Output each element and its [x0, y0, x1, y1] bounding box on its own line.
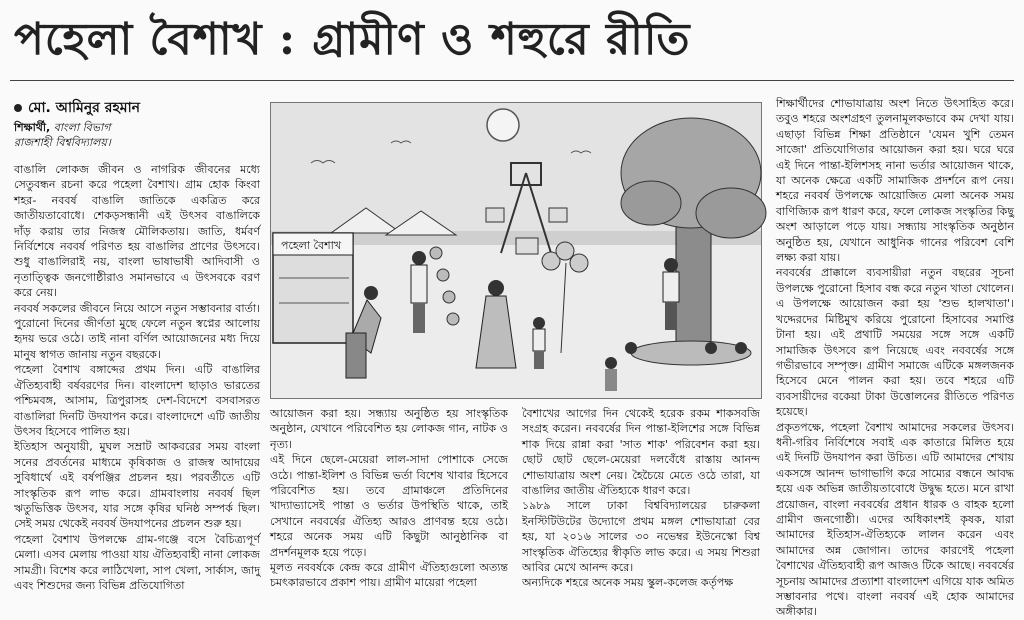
paragraph: নববর্ষের প্রাক্কালে ব্যবসায়ীরা নতুন বছরের সূচনা উপলক্ষে পুরোনো হিসাব বন্ধ করে নতুন খাতা খোলেন। এ উপলক্ষে আয়োজন করা হয় 'শুভ হালখাতা'। খদ্দেরদের মিষ্টিমুখ করিয়ে পুরোনো হিসাবের সমাপ্তি টানা হয়। এই প্রথাটি সময়ের সঙ্গে সঙ্গে একটি সামাজিক উৎসবে রূপ নিয়েছে এবং নববর্ষের সঙ্গে গভীরভাবে সম্পৃক্ত। গ্রামীণ সমাজে এটিকে মঙ্গলজনক হিসেবে মেনে পালন করা হয়। তবে শহরে এটি ব্যবসায়ীদের বকেয়া টাকা উত্তোলনের রীতিতে পরিণত হয়েছে।	[776, 266, 1014, 419]
article-column-2	[270, 406, 508, 590]
paragraph: পহেলা বৈশাখ বঙ্গাব্দের প্রথম দিন। এটি বাঙালির ঐতিহ্যবাহী বর্ষবরণের দিন। বাংলাদেশ ছাড়াও ভারতের পশ্চিমবঙ্গ, আসাম, ত্রিপুরাসহ দেশ-বিদেশে বসবাসরত বাঙালিরা দিনটি উদযাপন করে। বাংলাদেশে এটি জাতীয় উৎসব হিসেবে পালিত হয়।	[14, 363, 260, 438]
paragraph: অন্যদিকে শহরে অনেক সময় স্কুল-কলেজ কর্তৃপক্ষ	[522, 576, 734, 590]
author-affiliation	[14, 120, 111, 150]
paragraph: ইতিহাস অনুযায়ী, মুঘল সম্রাট আকবরের সময় বাংলা সনের প্রবর্তনের মাধ্যমে কৃষিকাজ ও রাজস্ব আদায়ের সুবিধার্থে এই বর্ষপঞ্জির প্রচলন হয়। পরবর্তীতে এটি সাংস্কৃতিক রূপ লাভ করে। গ্রামবাংলায় নববর্ষ ছিল ঋতুভিত্তিক উৎসব, যার সঙ্গে কৃষির ঘনিষ্ঠ সম্পর্ক ছিল। সেই সময় থেকেই নববর্ষ উদযাপনের প্রচলন শুরু হয়।	[14, 440, 260, 531]
author-university: রাজশাহী বিশ্ববিদ্যালয়।	[14, 136, 111, 149]
bullet-icon	[14, 104, 22, 112]
author-department: বাংলা বিভাগ	[53, 121, 111, 134]
paragraph: বৈশাখের আগের দিন থেকেই হরেক রকম শাকসবজি সংগ্রহ করেন। নববর্ষের দিন পান্তা-ইলিশের সঙ্গে বিভিন্ন শাক দিয়ে রান্না করা 'সাত শাক' পরিবেশন করা হয়। ছোট ছোট ছেলে-মেয়েরা দলবেঁধে রাস্তায় আনন্দ শোভাযাত্রায় অংশ নেয়। হৈচৈয়ে মেতে ওঠে তারা, যা বাঙালির জাতীয় ঐতিহ্যকে ধারণ করে।	[522, 407, 760, 498]
headline-rule	[10, 80, 1014, 81]
paragraph: বাঙালি লোকজ জীবন ও নাগরিক জীবনের মধ্যে সেতুবন্ধন রচনা করে পহেলা বৈশাখ। গ্রাম হোক কিংবা শহর- নববর্ষ বাঙালি জাতিকে একত্রিত করে জাতীয়তাবোধে। শেকড়সন্ধানী এই উৎসব বাঙালিকে দাঁড় করায় তার নিজস্ব মৌলিকতায়। জাতি, ধর্মবর্ণ নির্বিশেষে নববর্ষ পরিণত হয় বাঙালির প্রাণের উৎসবে। শুধু বাঙালিরাই নয়, বাংলা ভাষাভাষী আদিবাসী ও নৃতাত্ত্বিক জনগোষ্ঠীরাও সমানভাবে এ উৎসবকে বরণ করে নেয়।	[14, 163, 260, 300]
article-column-4	[776, 96, 1014, 619]
byline	[14, 96, 140, 120]
paragraph: এই দিনে ছেলে-মেয়েরা লাল-সাদা পোশাকে সেজে ওঠে। পান্তা-ইলিশ ও বিভিন্ন ভর্তা বিশেষ খাবার হিসেবে পরিবেশিত হয়। তবে গ্রামাঞ্চলে প্রতিদিনের খাদ্যাভ্যাসেই পান্তা ও ভর্তার উপস্থিতি থাকে, তাই সেখানে নববর্ষের ঐতিহ্য আরও প্রাণবন্ত হয়ে ওঠে। শহরে অনেক সময় এটি কিছুটা আনুষ্ঠানিক বা প্রদর্শনমূলক হয়ে পড়ে।	[270, 453, 508, 559]
paragraph: আয়োজন করা হয়। সন্ধ্যায় অনুষ্ঠিত হয় সাংস্কৃতিক অনুষ্ঠান, যেখানে পরিবেশিত হয় লোকজ গান, নাটক ও নৃত্য।	[270, 407, 508, 451]
stall-sign: পহেলা বৈশাখ	[281, 239, 342, 252]
paragraph: শিক্ষার্থীদের শোভাযাত্রায় অংশ নিতে উৎসাহিত করে। তবুও শহরে অংশগ্রহণ তুলনামূলকভাবে কম দেখা যায়। এছাড়া বিভিন্ন শিক্ষা প্রতিষ্ঠানে 'যেমন খুশি তেমন সাজো' প্রতিযোগিতার আয়োজন করা হয়। ঘরে ঘরে এই দিনে পান্তা-ইলিশসহ নানা ভর্তার আয়োজন থাকে, যা অনেক ক্ষেত্রে একটি সামাজিক প্রদর্শনে রূপ নেয়। শহরে নববর্ষ উপলক্ষে আয়োজিত মেলা অনেক সময় বাণিজ্যিক রূপ ধারণ করে, ফলে লোকজ সংস্কৃতির কিছু অংশ আড়ালে পড়ে যায়। সন্ধ্যায় সাংস্কৃতিক অনুষ্ঠান অনুষ্ঠিত হয়, যেখানে আধুনিক গানের পরিবেশ বেশি লক্ষ্য করা যায়।	[776, 97, 1014, 265]
article-column-3	[522, 406, 760, 590]
paragraph: ১৯৮৯ সালে ঢাকা বিশ্ববিদ্যালয়ের চারুকলা ইনস্টিটিউটের উদ্যোগে প্রথম মঙ্গল শোভাযাত্রা বের হয়, যা ২০১৬ সালের ৩০ নভেম্বর ইউনেস্কো বিশ্ব সাংস্কৃতিক ঐতিহ্যের স্বীকৃতি লাভ করে। এ সময় শিশুরা আবির মেখে আনন্দ করে।	[522, 499, 760, 575]
article-column-1	[14, 162, 260, 590]
paragraph: মূলত নববর্ষকে কেন্দ্র করে গ্রামীণ ঐতিহ্যগুলো অত্যন্ত চমৎকারভাবে প্রকাশ পায়। গ্রামীণ মায়েরা পহেলা	[270, 561, 508, 590]
paragraph: পহেলা বৈশাখ উপলক্ষে গ্রাম-গঞ্জে বসে বৈচিত্র্যপূর্ণ মেলা। এসব মেলায় পাওয়া যায় ঐতিহ্যবাহী নানা লোকজ সামগ্রী। বিশেষ করে লাঠিখেলা, সাপ খেলা, সার্কাস, জাদু এবং শিশুদের জন্য বিভিন্ন প্রতিযোগিতা	[14, 532, 260, 592]
author-role: শিক্ষার্থী,	[14, 121, 51, 134]
article-headline: পহেলা বৈশাখ : গ্রামীণ ও শহুরে রীতি	[14, 14, 691, 65]
paragraph: প্রকৃতপক্ষে, পহেলা বৈশাখ আমাদের সকলের উৎসব। ধনী-গরিব নির্বিশেষে সবাই এক কাতারে মিলিত হয়ে এই দিনটি উদযাপন করা উচিত। এটি আমাদের শেখায় একসঙ্গে আনন্দ ভাগাভাগি করে সাম্যের বন্ধনে আবদ্ধ হয়ে এক অভিন্ন জাতীয়তাবোধে উদ্বুদ্ধ হতে। মনে রাখা প্রয়োজন, বাংলা নববর্ষের প্রধান ধারক ও বাহক হলো গ্রামীণ জনগোষ্ঠী। এদের অধিকাংশই কৃষক, যারা আমাদের ইতিহাস-ঐতিহ্যকে লালন করেন এবং আমাদের অন্ন জোগান। তাদের কারণেই পহেলা বৈশাখের ঐতিহ্যবাহী রূপ আজও টিকে আছে। নববর্ষের সূচনায় আমাদের প্রত্যাশা বাংলাদেশ এগিয়ে যাক অমিত সম্ভাবনার পথে। বাংলা নববর্ষ এই হোক আমাদের অঙ্গীকার।	[776, 420, 1014, 619]
paragraph: নববর্ষ সকলের জীবনে নিয়ে আসে নতুন সম্ভাবনার বার্তা। পুরোনো দিনের জীর্ণতা মুছে ফেলে নতুন স্বপ্নের আলোয় হৃদয় ভরে ওঠে। তাই নানা বর্ণিল আয়োজনের মধ্য দিয়ে মানুষ স্বাগত জানায় নতুন বছরকে।	[14, 301, 260, 361]
author-name: মো. আমিনুর রহমান	[28, 100, 140, 116]
festival-illustration	[270, 102, 762, 399]
